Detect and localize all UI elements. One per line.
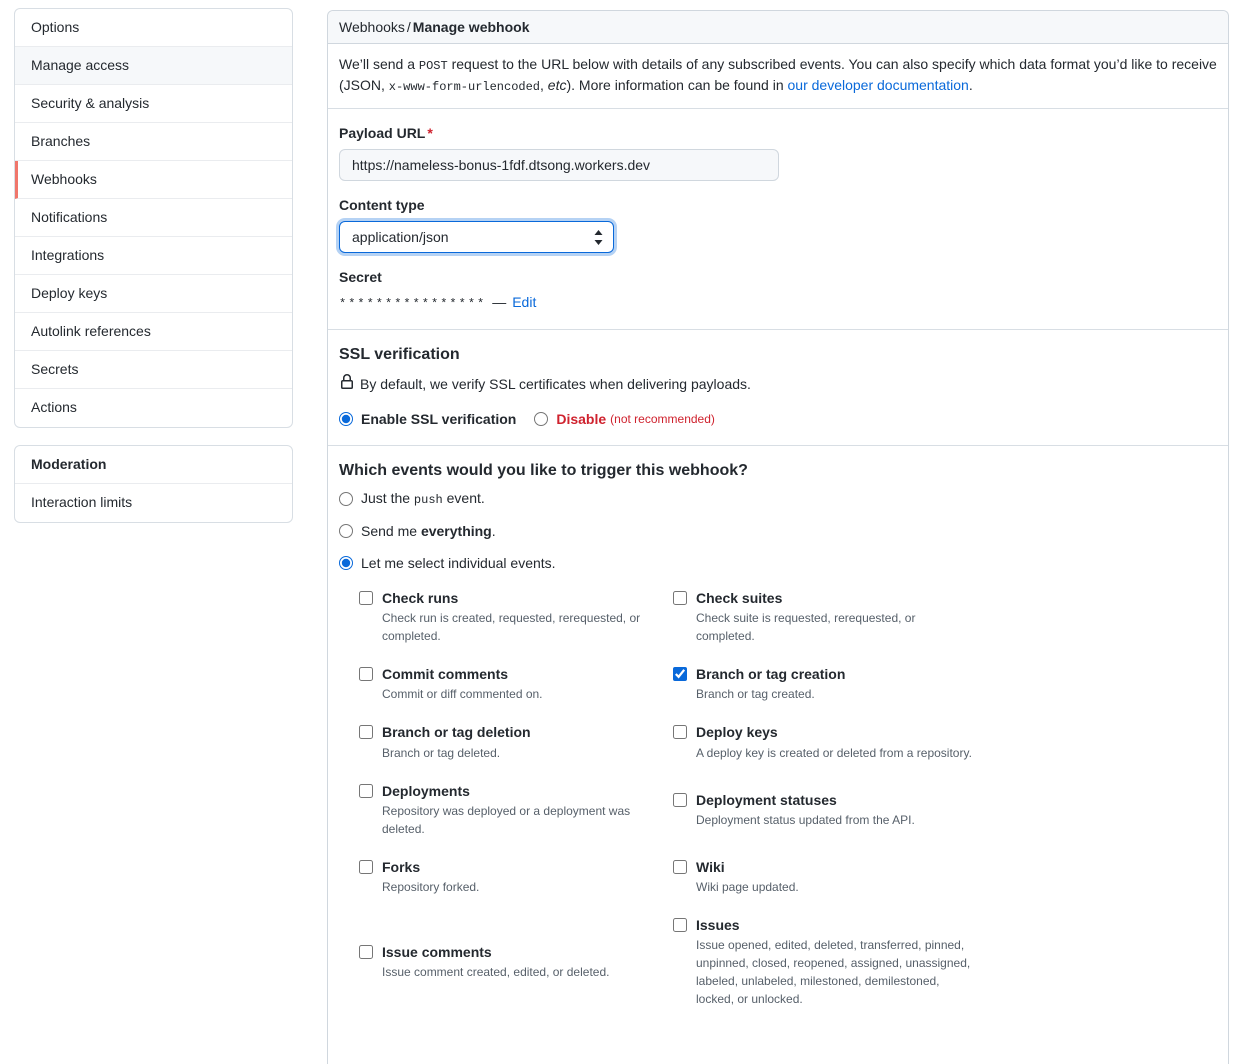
event-description: Branch or tag deleted. [382, 745, 501, 760]
enable-ssl-label[interactable]: Enable SSL verification [361, 411, 517, 427]
select-caret-icon [594, 230, 603, 248]
event-row [359, 589, 1217, 645]
event-item-deployments [359, 782, 673, 838]
event-item-branch-tag-creation [673, 665, 987, 703]
event-title: Deployment statuses [696, 791, 837, 808]
sidebar-item-autolink-references[interactable]: Autolink references [15, 313, 292, 351]
forks-checkbox[interactable] [359, 860, 373, 874]
secret-separator: — [492, 294, 507, 310]
trigger-events-section [328, 445, 1228, 1046]
issue-comments-checkbox[interactable] [359, 945, 373, 959]
disable-ssl-label[interactable]: Disable [556, 411, 607, 427]
secret-label: Secret [339, 269, 382, 285]
event-title: Forks [382, 858, 421, 875]
breadcrumb [328, 11, 1228, 44]
branch-tag-deletion-checkbox[interactable] [359, 725, 373, 739]
event-title: Check runs [382, 590, 459, 606]
event-title: Issues [696, 916, 740, 933]
event-row [359, 665, 1217, 703]
secret-edit-link[interactable]: Edit [512, 294, 537, 310]
event-item-wiki [673, 858, 987, 896]
event-title: Deployments [382, 782, 470, 799]
sidebar-item-deploy-keys[interactable]: Deploy keys [15, 275, 292, 313]
sidebar-item-security-analysis[interactable]: Security & analysis [15, 85, 292, 123]
event-item-deployment-statuses [673, 791, 987, 829]
events-checkbox-grid [359, 589, 1217, 1008]
developer-documentation-link[interactable]: our developer documentation [787, 77, 969, 93]
just-push-radio[interactable] [339, 492, 353, 506]
event-description: Wiki page updated. [696, 879, 799, 894]
check-suites-checkbox[interactable] [673, 591, 687, 605]
event-title: Branch or tag deletion [382, 724, 531, 741]
sidebar-item-actions[interactable]: Actions [31, 399, 77, 415]
event-description: Deployment status updated from the API. [696, 812, 915, 827]
event-title: Branch or tag creation [696, 666, 846, 683]
manage-webhook-panel [327, 10, 1229, 1064]
event-title: Deploy keys [696, 724, 778, 741]
send-everything-radio[interactable] [339, 524, 353, 538]
sidebar-item-notifications[interactable]: Notifications [15, 199, 292, 237]
deployments-checkbox[interactable] [359, 784, 373, 798]
deployment-statuses-checkbox[interactable] [673, 793, 687, 807]
content-type-selected-value: application/json [352, 229, 449, 245]
settings-sidebar [14, 8, 293, 523]
event-description: Commit or diff commented on. [382, 687, 543, 702]
breadcrumb-separator: / [406, 19, 411, 35]
just-push-label[interactable]: Just the push event. [361, 490, 485, 507]
commit-comments-checkbox[interactable] [359, 667, 373, 681]
event-description: Check suite is requested, rerequested, or completed. [696, 611, 916, 644]
event-item-branch-tag-deletion [359, 723, 673, 761]
event-description: Check run is created, requested, rerequested, or completed. [382, 611, 641, 644]
event-row [359, 858, 1217, 896]
sidebar-item-manage-access[interactable]: Manage access [15, 47, 292, 85]
individual-events-label[interactable]: Let me select individual events. [361, 555, 556, 571]
content-type-group [339, 197, 1217, 253]
payload-url-input[interactable] [339, 149, 779, 181]
event-row [359, 782, 1217, 838]
check-runs-checkbox[interactable] [359, 591, 373, 605]
webhook-intro-text: We’ll send a POST request to the URL below with details of any subscribed events. You can also specify which data format you’d like to receive (JSON, x-www-form-urlencoded, etc). More information can be found in our developer documentation. [328, 44, 1228, 109]
sidebar-item-secrets[interactable]: Secrets [15, 351, 292, 389]
event-item-check-suites [673, 589, 987, 645]
branch-tag-creation-checkbox[interactable] [673, 667, 687, 681]
lock-icon [339, 374, 355, 393]
breadcrumb-webhooks-link[interactable]: Webhooks [339, 19, 405, 35]
deploy-keys-checkbox[interactable] [673, 725, 687, 739]
event-title: Wiki [696, 858, 725, 875]
sidebar-item-branches[interactable]: Branches [15, 123, 292, 161]
ssl-description: By default, we verify SSL certificates when delivering payloads. [360, 375, 751, 392]
payload-url-group [339, 125, 1217, 181]
sidebar-item-interaction-limits[interactable]: Interaction limits [31, 494, 133, 510]
sidebar-item-webhooks[interactable]: Webhooks [15, 161, 292, 199]
event-item-forks [359, 858, 673, 896]
ssl-verification-section [328, 329, 1228, 445]
event-item-issues [673, 916, 987, 1008]
event-title: Check suites [696, 590, 783, 606]
urlencoded-code: x-www-form-urlencoded [388, 80, 541, 94]
wiki-checkbox[interactable] [673, 860, 687, 874]
trigger-events-heading: Which events would you like to trigger this webhook? [339, 462, 748, 479]
individual-events-radio[interactable] [339, 556, 353, 570]
event-description: Repository forked. [382, 879, 480, 894]
event-description: Issue comment created, edited, or deleted. [382, 965, 610, 980]
sidebar-section-title-moderation: Moderation [15, 446, 292, 484]
send-everything-label[interactable]: Send me everything. [361, 523, 496, 539]
webhook-form-section [328, 109, 1228, 329]
sidebar-main-group [14, 8, 293, 428]
event-title: Commit comments [382, 666, 509, 683]
event-item-commit-comments [359, 665, 673, 703]
content-type-select[interactable] [339, 221, 614, 253]
event-item-check-runs [359, 589, 673, 645]
event-title: Issue comments [382, 943, 492, 960]
event-item-issue-comments [359, 943, 673, 981]
sidebar-item-integrations[interactable]: Integrations [15, 237, 292, 275]
secret-masked-value: **************** [339, 297, 487, 311]
required-asterisk: * [427, 125, 433, 141]
payload-url-label: Payload URL * [339, 125, 433, 141]
disable-ssl-radio[interactable] [534, 412, 548, 426]
event-item-deploy-keys [673, 723, 987, 761]
disable-ssl-note: (not recommended) [610, 412, 715, 426]
content-type-label: Content type [339, 197, 425, 213]
issues-checkbox[interactable] [673, 918, 687, 932]
event-description: Branch or tag created. [696, 687, 815, 702]
post-code: POST [418, 59, 448, 73]
enable-ssl-radio[interactable] [339, 412, 353, 426]
event-row [359, 723, 1217, 761]
event-description: Repository was deployed or a deployment was deleted. [382, 803, 631, 836]
page-title: Manage webhook [412, 19, 530, 35]
event-row [359, 916, 1217, 1008]
event-description: A deploy key is created or deleted from a repository. [696, 745, 972, 760]
ssl-verification-heading: SSL verification [339, 346, 460, 363]
secret-group [339, 269, 1217, 311]
sidebar-moderation-group [14, 445, 293, 523]
event-description: Issue opened, edited, deleted, transferred, pinned, unpinned, closed, reopened, assigned, unassigned, labeled, unlabeled, milestoned, demilestoned, locked, or unlocked. [696, 938, 971, 1007]
sidebar-item-options[interactable]: Options [15, 9, 292, 47]
